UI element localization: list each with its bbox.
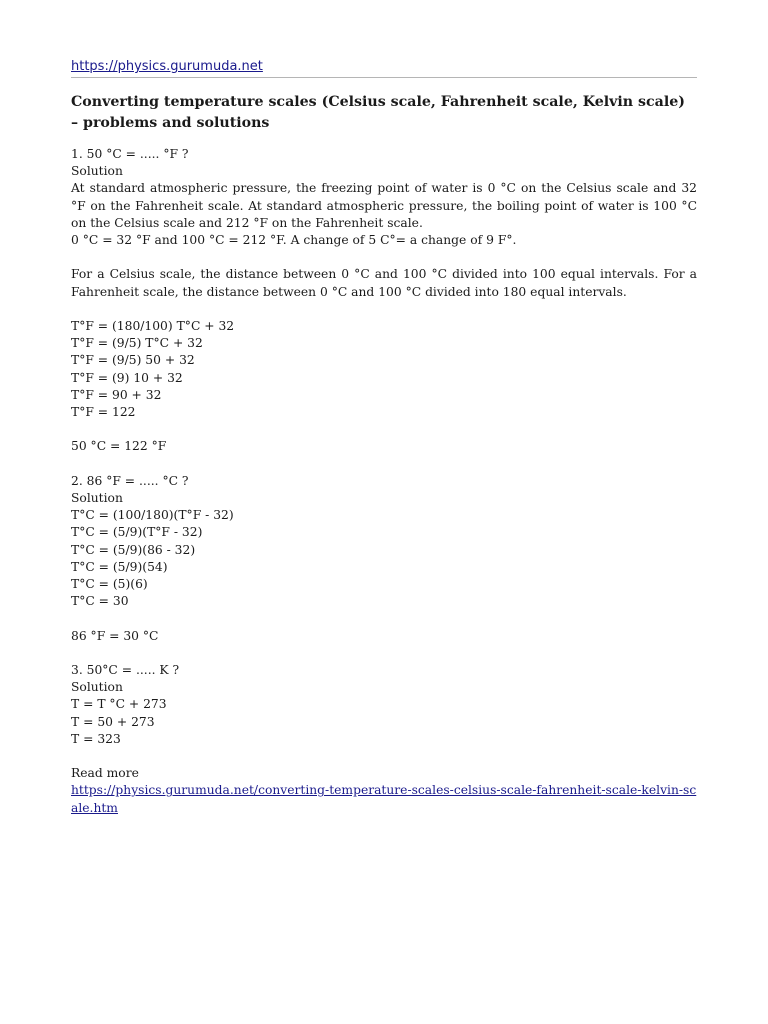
problem-2 [71, 473, 697, 662]
problem-2-question: 2. 86 °F = ..... °C ? [71, 473, 189, 488]
problem-1-paragraph-1: At standard atmospheric pressure, the freezing point of water is 0 °C on the Celsius scale and 32 °F on the Fahrenheit scale. At standard atmospheric pressure, the boiling point of water is 100 °C on the Celsius scale and 212 °F on the Fahrenheit scale. [71, 181, 697, 230]
problem-2-step: T°C = (100/180)(T°F - 32) [71, 508, 234, 523]
problem-2-step: T°C = (5)(6) [71, 577, 148, 592]
problem-2-solution-label: Solution [71, 491, 123, 505]
read-more-label: Read more [71, 766, 139, 781]
spacer [71, 456, 697, 473]
problem-1-step: T°F = 122 [71, 405, 136, 420]
read-more-link[interactable]: https://physics.gurumuda.net/converting-temperature-scales-celsius-scale-fahrenheit-scale-kelvin-scale.htm [71, 783, 697, 815]
document-page [71, 58, 697, 817]
spacer [71, 301, 697, 318]
problem-1-step: T°F = (9/5) T°C + 32 [71, 336, 203, 351]
problem-3-step: T = 50 + 273 [71, 714, 155, 729]
problem-1-solution-label: Solution [71, 164, 123, 179]
problem-2-answer: 86 °F = 30 °C [71, 628, 159, 643]
spacer [71, 249, 697, 266]
problem-1 [71, 146, 697, 473]
problem-1-step: T°F = (180/100) T°C + 32 [71, 319, 235, 333]
problem-1-answer: 50 °C = 122 °F [71, 439, 167, 454]
problem-2-step: T°C = 30 [71, 594, 129, 609]
problem-3-step: T = T °C + 273 [71, 697, 167, 712]
read-more-section [71, 765, 697, 817]
problem-2-step: T°C = (5/9)(54) [71, 559, 168, 574]
problem-1-paragraph-1-last: 0 °C = 32 °F and 100 °C = 212 °F. A change of 5 C°= a change of 9 F°. [71, 233, 517, 248]
page-title: Converting temperature scales (Celsius scale, Fahrenheit scale, Kelvin scale) – problems and solutions [71, 94, 685, 131]
problem-2-step: T°C = (5/9)(86 - 32) [71, 542, 196, 557]
spacer [71, 645, 697, 662]
problem-1-step: T°F = (9) 10 + 32 [71, 370, 183, 385]
problem-3-solution-label: Solution [71, 680, 123, 695]
spacer [71, 748, 697, 765]
problem-3-step: T = 323 [71, 731, 121, 746]
problem-1-step: T°F = (9/5) 50 + 32 [71, 353, 195, 368]
problem-2-step: T°C = (5/9)(T°F - 32) [71, 525, 203, 540]
problem-1-step: T°F = 90 + 32 [71, 387, 162, 402]
problem-1-paragraph-2: For a Celsius scale, the distance between 0 °C and 100 °C divided into 100 equal intervals. For a Fahrenheit scale, the distance between 0 °C and 100 °C divided into 180 equal intervals. [71, 267, 697, 299]
spacer [71, 610, 697, 627]
header-divider [71, 77, 697, 78]
problem-1-question: 1. 50 °C = ..... °F ? [71, 147, 189, 161]
problem-3-question: 3. 50°C = ..... K ? [71, 663, 180, 677]
header-site-link[interactable]: https://physics.gurumuda.net [71, 59, 263, 74]
spacer [71, 421, 697, 438]
problem-3 [71, 662, 697, 765]
